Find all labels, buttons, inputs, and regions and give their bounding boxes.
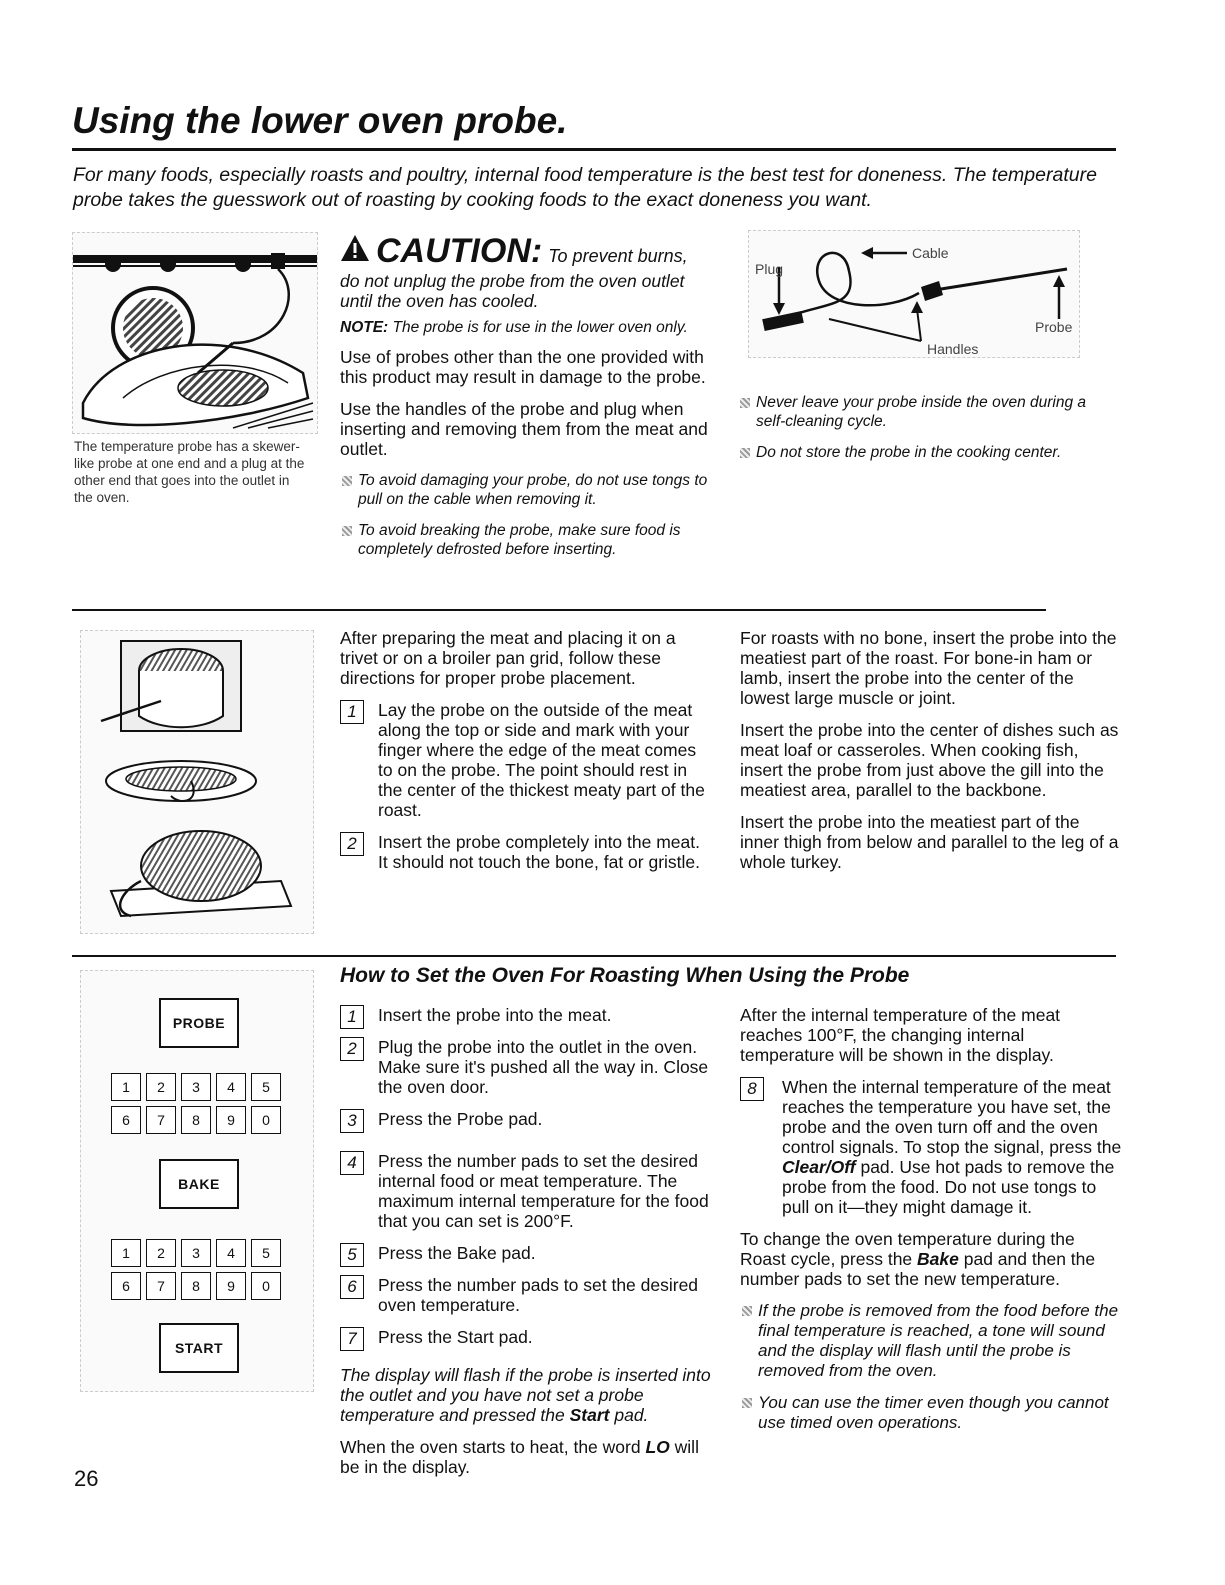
lo-note-text: When the oven starts to heat, the word bbox=[340, 1437, 641, 1457]
step-number: 7 bbox=[340, 1327, 364, 1351]
intro-text: For many foods, especially roasts and poultry, internal food temperature is the best test for doneness. The temperature probe takes the guesswork out of roasting by cooking foods to the exact doneness you want. bbox=[73, 164, 1097, 211]
placement-tip-3: Insert the probe into the meatiest part of the inner thigh from below and parallel to the leg of a whole turkey. bbox=[740, 812, 1119, 872]
number-key: 6 bbox=[111, 1272, 141, 1300]
roasting-step-3 bbox=[340, 1109, 712, 1129]
step-text: Press the Probe pad. bbox=[378, 1109, 543, 1129]
caution-bullet-1: To avoid damaging your probe, do not use tongs to pull on the cable when removing it. bbox=[340, 471, 710, 509]
probe-warning-2: Do not store the probe in the cooking center. bbox=[738, 443, 1108, 462]
step-text: Press the number pads to set the desired oven temperature. bbox=[378, 1275, 699, 1315]
step-number: 8 bbox=[740, 1077, 764, 1101]
section-rule-2 bbox=[72, 955, 1116, 957]
number-key: 9 bbox=[216, 1272, 246, 1300]
step-number: 2 bbox=[340, 1037, 364, 1061]
bake-pad: BAKE bbox=[159, 1159, 239, 1209]
title-rule bbox=[72, 148, 1116, 151]
number-key: 8 bbox=[181, 1272, 211, 1300]
roasting-step-5 bbox=[340, 1243, 712, 1263]
flash-note-end: pad. bbox=[614, 1405, 649, 1425]
number-key: 4 bbox=[216, 1239, 246, 1267]
probe-parts-diagram bbox=[748, 230, 1080, 358]
roasting-bullet-1: If the probe is removed from the food before the final temperature is reached, a tone will sound and the display will flash until the probe is removed from the oven. bbox=[740, 1301, 1122, 1381]
roasting-step-2 bbox=[340, 1037, 712, 1097]
lo-note-bold: LO bbox=[645, 1437, 670, 1457]
number-key: 4 bbox=[216, 1073, 246, 1101]
roasting-bullet-2: You can use the timer even though you cannot use timed oven operations. bbox=[740, 1393, 1122, 1433]
caution-heading: CAUTION: bbox=[376, 232, 543, 270]
plug-label: Plug bbox=[755, 261, 784, 277]
number-key: 3 bbox=[181, 1239, 211, 1267]
lo-note-end: will be in the display. bbox=[340, 1437, 699, 1477]
change-temp-end: pad and then the number pads to set the new temperature. bbox=[740, 1249, 1096, 1289]
number-keys-row-1 bbox=[111, 1073, 281, 1101]
step-number: 4 bbox=[340, 1151, 364, 1175]
probe-in-roast-illustration bbox=[72, 232, 318, 434]
number-key: 6 bbox=[111, 1106, 141, 1134]
probe-label: Probe bbox=[1035, 319, 1073, 335]
caution-text: do not unplug the probe from the oven outlet until the oven has cooled. bbox=[340, 271, 685, 311]
roasting-step-4 bbox=[340, 1151, 712, 1231]
number-key: 9 bbox=[216, 1106, 246, 1134]
number-keys-row-4 bbox=[111, 1272, 281, 1300]
step-text: Insert the probe into the meat. bbox=[378, 1005, 612, 1025]
flash-note bbox=[340, 1365, 712, 1425]
page-number: 26 bbox=[74, 1466, 99, 1491]
note bbox=[340, 319, 710, 337]
step-text: Plug the probe into the outlet in the oven. Make sure it's pushed all the way in. Close the oven door. bbox=[378, 1037, 709, 1097]
number-key: 7 bbox=[146, 1106, 176, 1134]
flash-note-bold: Start bbox=[569, 1405, 610, 1425]
number-key: 0 bbox=[251, 1272, 281, 1300]
probe-pad: PROBE bbox=[159, 998, 239, 1048]
roasting-steps bbox=[340, 1005, 712, 1489]
step-text: When the internal temperature of the meat reaches the temperature you have set, the probe and the oven turn off and the oven control signals. To stop the signal, press the bbox=[782, 1077, 1122, 1157]
roasting-step-6 bbox=[340, 1275, 712, 1315]
number-key: 5 bbox=[251, 1073, 281, 1101]
change-temp-bold: Bake bbox=[917, 1249, 959, 1269]
change-temp-text: To change the oven temperature during the Roast cycle, press the bbox=[740, 1229, 1075, 1269]
handles-label: Handles bbox=[927, 341, 979, 357]
roasting-heading: How to Set the Oven For Roasting When Using the Probe bbox=[340, 964, 910, 987]
step-number: 1 bbox=[340, 1005, 364, 1029]
number-key: 5 bbox=[251, 1239, 281, 1267]
probe-caption: The temperature probe has a skewer-like probe at one end and a plug at the other end that goes into the outlet in the oven. bbox=[74, 439, 305, 505]
roasting-step-7 bbox=[340, 1327, 712, 1347]
probe-warnings bbox=[738, 393, 1108, 474]
step-text-bold: Clear/Off bbox=[782, 1157, 856, 1177]
number-key: 0 bbox=[251, 1106, 281, 1134]
placement-tips bbox=[740, 628, 1122, 884]
number-key: 2 bbox=[146, 1073, 176, 1101]
step-number: 2 bbox=[340, 832, 364, 856]
probe-warning-1: Never leave your probe inside the oven during a self-cleaning cycle. bbox=[738, 393, 1108, 431]
placement-step-1 bbox=[340, 700, 712, 820]
placement-step-2 bbox=[340, 832, 712, 872]
placement-tip-2: Insert the probe into the center of dishes such as meat loaf or casseroles. When cooking fish, insert the probe from just above the gill into the meatiest area, parallel to the backbone. bbox=[740, 720, 1119, 800]
start-pad: START bbox=[159, 1323, 239, 1373]
number-key: 1 bbox=[111, 1239, 141, 1267]
number-key: 8 bbox=[181, 1106, 211, 1134]
step-text: Insert the probe completely into the meat. It should not touch the bone, fat or gristle. bbox=[378, 832, 701, 872]
caution-para-1: Use of probes other than the one provided with this product may result in damage to the probe. bbox=[340, 347, 706, 387]
placement-instructions bbox=[340, 628, 712, 884]
note-label: NOTE: bbox=[340, 319, 389, 336]
step-text: Lay the probe on the outside of the meat along the top or side and mark with your finger where the edge of the meat comes to on the probe. The point should rest in the center of the thickest meaty part of the roast. bbox=[378, 700, 705, 820]
number-key: 7 bbox=[146, 1272, 176, 1300]
placement-tip-1: For roasts with no bone, insert the probe into the meatiest part of the roast. For bone-in ham or lamb, insert the probe into the center of the lowest large muscle or joint. bbox=[740, 628, 1117, 708]
placement-intro: After preparing the meat and placing it on a trivet or on a broiler pan grid, follow these directions for proper probe placement. bbox=[340, 628, 676, 688]
step-number: 6 bbox=[340, 1275, 364, 1299]
step-text-end: pad. Use hot pads to remove the probe from the food. Do not use tongs to pull on it—they might damage it. bbox=[782, 1157, 1115, 1217]
step-text: Press the Start pad. bbox=[378, 1327, 533, 1347]
number-key: 3 bbox=[181, 1073, 211, 1101]
caution-lead: To prevent burns, bbox=[548, 246, 688, 266]
step-number: 1 bbox=[340, 700, 364, 724]
step-number: 3 bbox=[340, 1109, 364, 1133]
number-key: 1 bbox=[111, 1073, 141, 1101]
caution-bullet-2: To avoid breaking the probe, make sure food is completely defrosted before inserting. bbox=[340, 521, 710, 559]
step-text: Press the number pads to set the desired internal food or meat temperature. The maximum internal temperature for the food that you can set is 200°F. bbox=[378, 1151, 709, 1231]
step-number: 5 bbox=[340, 1243, 364, 1267]
caution-para-2: Use the handles of the probe and plug when inserting and removing them from the meat and outlet. bbox=[340, 399, 708, 459]
step-text: Press the Bake pad. bbox=[378, 1243, 536, 1263]
keypad-illustration bbox=[80, 970, 314, 1392]
warning-triangle-icon bbox=[340, 234, 370, 262]
roasting-step-8 bbox=[740, 1077, 1122, 1217]
roasting-step-1 bbox=[340, 1005, 712, 1025]
number-keys-row-2 bbox=[111, 1106, 281, 1134]
number-keys-row-3 bbox=[111, 1239, 281, 1267]
caution-block bbox=[340, 232, 710, 571]
roasting-right-column bbox=[740, 1005, 1122, 1445]
lo-note bbox=[340, 1437, 712, 1477]
flash-note-text: The display will flash if the probe is inserted into the outlet and you have not set a probe temperature and pressed the bbox=[340, 1365, 711, 1425]
after-100-note: After the internal temperature of the meat reaches 100°F, the changing internal temperature will be shown in the display. bbox=[740, 1005, 1061, 1065]
change-temp-note bbox=[740, 1229, 1122, 1289]
probe-placement-illustrations bbox=[80, 630, 314, 934]
note-text: The probe is for use in the lower oven only. bbox=[392, 319, 688, 336]
section-rule-1 bbox=[72, 609, 1046, 611]
page-title: Using the lower oven probe. bbox=[72, 100, 568, 141]
cable-label: Cable bbox=[912, 245, 949, 261]
number-key: 2 bbox=[146, 1239, 176, 1267]
